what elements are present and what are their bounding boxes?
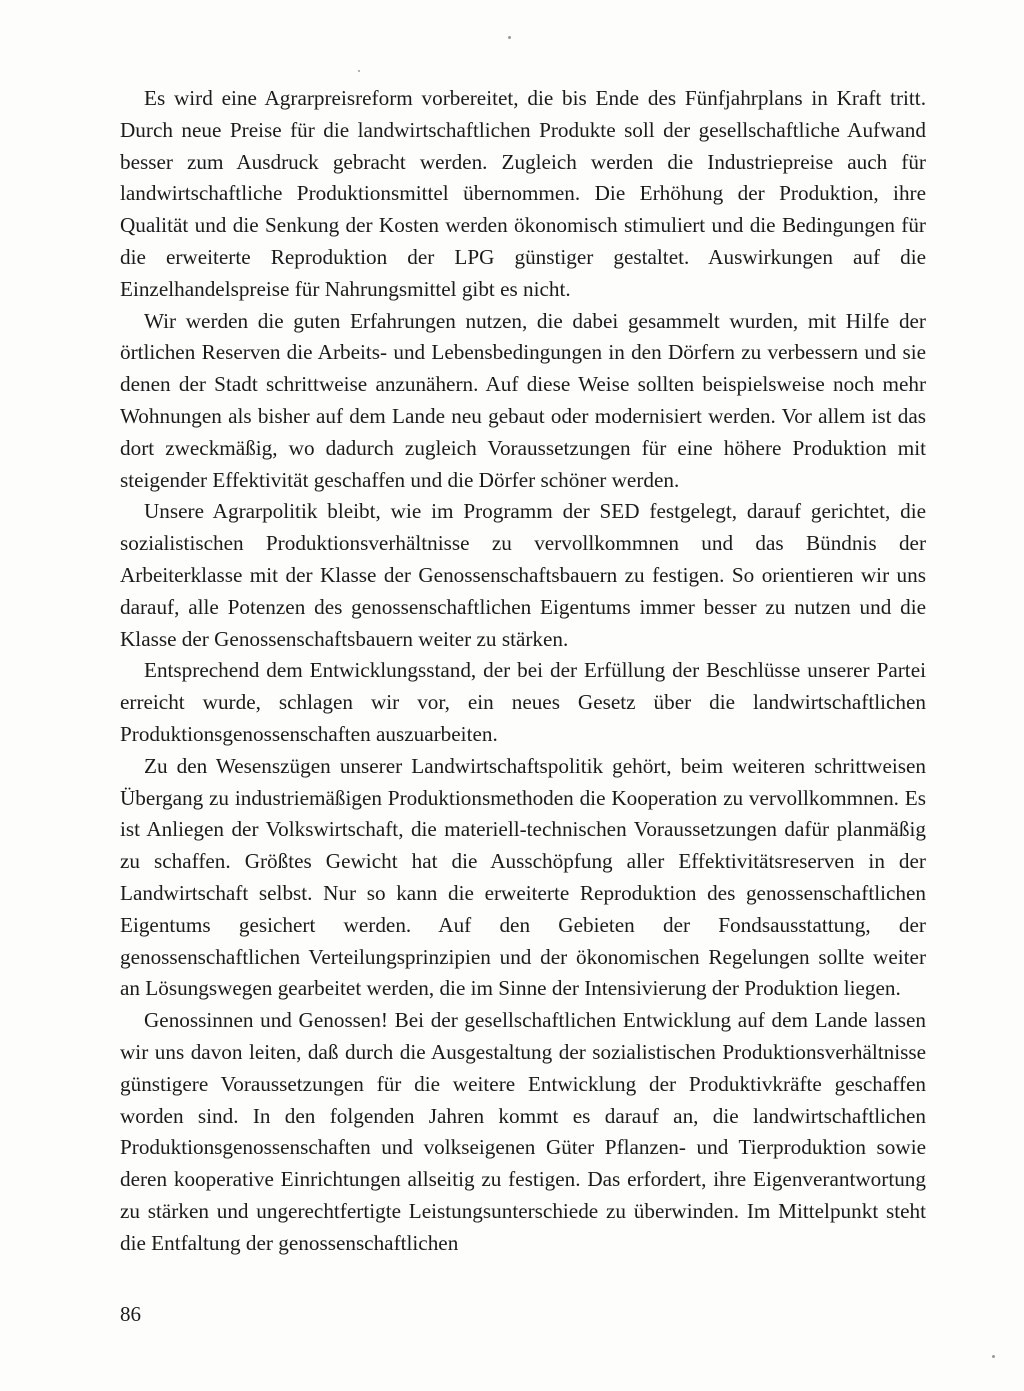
page-number: 86 xyxy=(120,1302,141,1326)
scan-speck xyxy=(358,70,360,72)
scan-speck xyxy=(508,36,511,39)
paragraph: Genossinnen und Genossen! Bei der gesellschaftlichen Entwicklung auf dem Lande lassen wir uns davon leiten, daß durch die Ausgestaltung der sozialistischen Produktionsverhältnisse günstigere Voraussetzungen für die weitere Entwicklung der Produktivkräfte geschaffen worden sind. In den folgenden Jahren kommt es darauf an, die landwirtschaftlichen Produktionsgenossenschaften und volkseigenen Güter Pflanzen- und Tierproduktion sowie deren kooperative Einrichtungen allseitig zu festigen. Das erfordert, ihre Eigenverantwortung zu stärken und ungerechtfertigte Leistungsunterschiede zu überwinden. Im Mittelpunkt steht die Entfaltung der genossenschaftlichen xyxy=(120,1008,926,1255)
paragraph: Entsprechend dem Entwicklungsstand, der bei der Erfüllung der Beschlüsse unserer Partei erreicht wurde, schlagen wir vor, ein neues Gesetz über die landwirtschaftlichen Produktionsgenossenschaften auszuarbeiten. xyxy=(120,658,926,746)
scan-speck xyxy=(992,1355,995,1358)
paragraph: Es wird eine Agrarpreisreform vorbereitet, die bis Ende des Fünfjahrplans in Kraft tritt. Durch neue Preise für die landwirtschaftlichen Produkte soll der gesellschaftliche Aufwand besser zum Ausdruck gebracht werden. Zugleich werden die Industriepreise auch für landwirtschaftliche Produktionsmittel übernommen. Die Erhöhung der Produktion, ihre Qualität und die Senkung der Kosten werden ökonomisch stimuliert und die Bedingungen für die erweiterte Reproduktion der LPG günstiger gestaltet. Auswirkungen auf die Einzelhandelspreise für Nahrungsmittel gibt es nicht. xyxy=(120,86,926,301)
paragraph: Wir werden die guten Erfahrungen nutzen, die dabei gesammelt wurden, mit Hilfe der örtlichen Reserven die Arbeits- und Lebensbedingungen in den Dörfern zu verbessern und sie denen der Stadt schrittweise anzunähern. Auf diese Weise sollten beispielsweise noch mehr Wohnungen als bisher auf dem Lande neu gebaut oder modernisiert werden. Vor allem ist das dort zweckmäßig, wo dadurch zugleich Voraussetzungen für eine höhere Produktion mit steigender Effektivität geschaffen und die Dörfer schöner werden. xyxy=(120,308,926,492)
body-text xyxy=(120,83,926,1259)
paragraph: Zu den Wesenszügen unserer Landwirtschaftspolitik gehört, beim weiteren schrittweisen Übergang zu industriemäßigen Produktionsmethoden die Kooperation zu vervollkommnen. Es ist Anliegen der Volkswirtschaft, die materiell-technischen Voraussetzungen dafür planmäßig zu schaffen. Größtes Gewicht hat die Ausschöpfung aller Effektivitätsreserven in der Landwirtschaft selbst. Nur so kann die erweiterte Reproduktion des genossenschaftlichen Eigentums gesichert werden. Auf den Gebieten der Fondsausstattung, der genossenschaftlichen Verteilungsprinzipien und der ökonomischen Regelungen sollte weiter an Lösungswegen gearbeitet werden, die im Sinne der Intensivierung der Produktion liegen. xyxy=(120,753,926,1001)
paragraph: Unsere Agrarpolitik bleibt, wie im Programm der SED festgelegt, darauf gerichtet, die sozialistischen Produktionsverhältnisse zu vervollkommnen und das Bündnis der Arbeiterklasse mit der Klasse der Genossenschaftsbauern zu festigen. So orientieren wir uns darauf, alle Potenzen des genossenschaftlichen Eigentums immer besser zu nutzen und die Klasse der Genossenschaftsbauern weiter zu stärken. xyxy=(120,499,926,651)
